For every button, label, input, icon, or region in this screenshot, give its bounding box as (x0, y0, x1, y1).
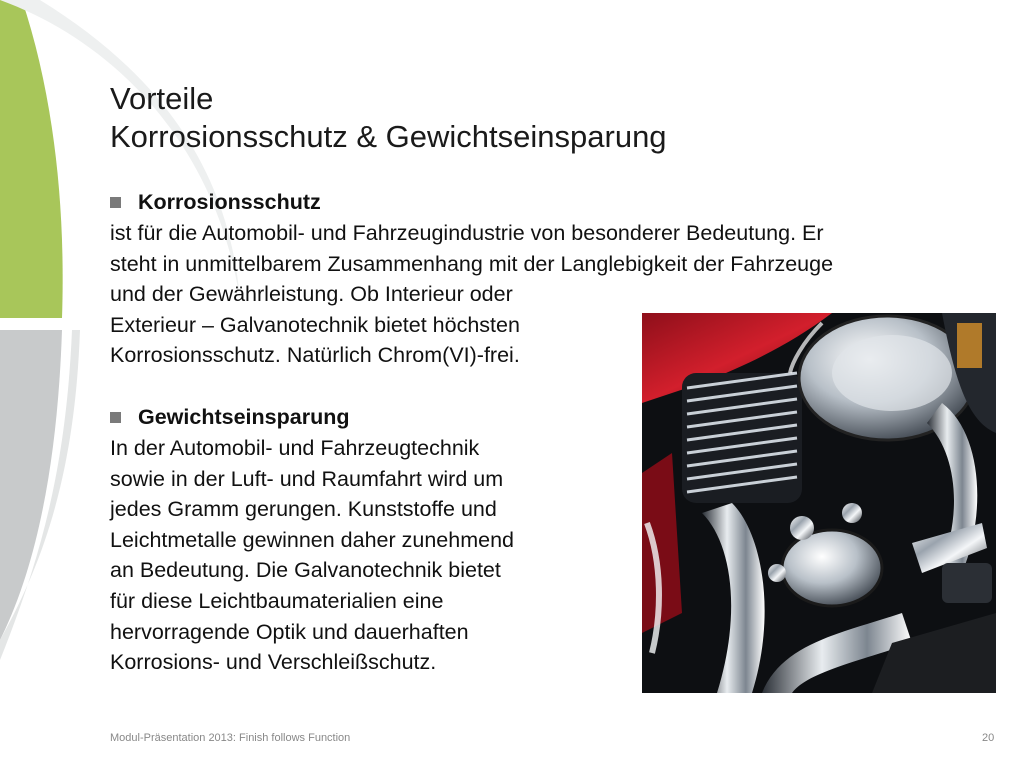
green-band (0, 0, 63, 318)
body-line: In der Automobil- und Fahrzeugtechnik (110, 436, 480, 460)
slide-title (110, 80, 667, 156)
body-line: sowie in der Luft- und Raumfahrt wird um (110, 466, 504, 491)
body-line: Leichtmetalle gewinnen daher zunehmend (110, 527, 514, 552)
body-line: Korrosionsschutz. Natürlich Chrom(VI)-frei. (110, 343, 520, 368)
body-line: Exterieur – Galvanotechnik bietet höchsten (110, 312, 520, 337)
body-line: Korrosions- und Verschleißschutz. (110, 650, 437, 675)
title-line-1: Vorteile (110, 81, 214, 116)
section-gewichtseinsparung-heading (110, 402, 349, 432)
body-line: an Bedeutung. Die Galvanotechnik bietet (110, 558, 501, 583)
section-heading-text: Gewichtseinsparung (138, 405, 350, 429)
section-heading-text: Korrosionsschutz (138, 190, 321, 214)
body-line: und der Gewährleistung. Ob Interieur oder (110, 282, 513, 307)
body-line: für diese Leichtbaumaterialien eine (110, 588, 444, 613)
square-bullet-icon (110, 412, 121, 423)
body-line: ist für die Automobil- und Fahrzeugindustrie von besonderer Bedeutung. Er (110, 221, 824, 245)
body-line: jedes Gramm gerungen. Kunststoffe und (110, 497, 497, 522)
footer-title: Modul-Präsentation 2013: Finish follows Function (110, 732, 351, 744)
page-number: 20 (982, 732, 995, 744)
square-bullet-icon (110, 197, 121, 208)
section-korrosionsschutz-heading (110, 187, 321, 217)
body-line: hervorragende Optik und dauerhaften (110, 619, 469, 644)
grey-band (0, 330, 62, 640)
motorcycle-chrome-photo (642, 313, 996, 693)
title-line-2: Korrosionsschutz & Gewichtseinsparung (110, 119, 667, 154)
body-line: steht in unmittelbarem Zusammenhang mit der Langlebigkeit der Fahrzeuge (110, 251, 834, 276)
section-gewichtseinsparung-body (110, 433, 514, 678)
